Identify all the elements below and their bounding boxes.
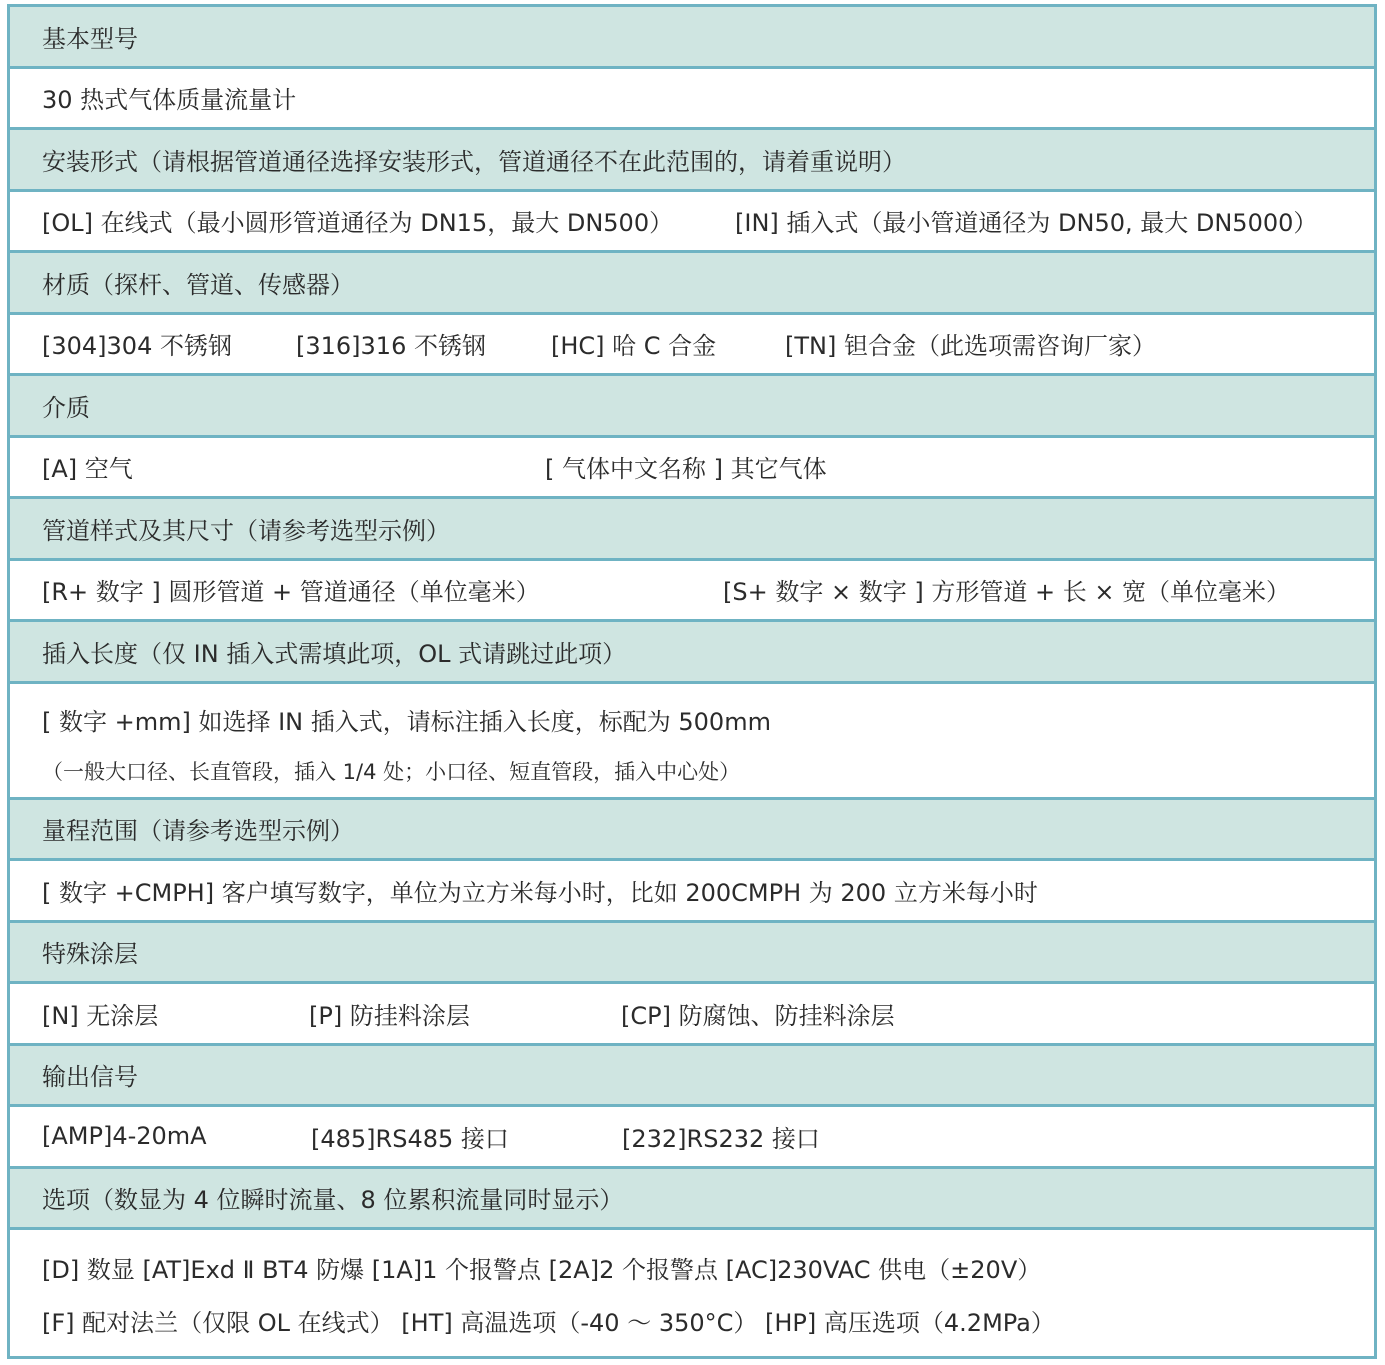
header-medium xyxy=(10,376,1374,438)
value-range xyxy=(10,861,1374,923)
header-label: 基本型号 xyxy=(42,24,138,53)
header-label: 选项（数显为 4 位瞬时流量、8 位累积流量同时显示） xyxy=(42,1186,624,1215)
note-text: （一般大口径、长直管段，插入 1/4 处；小口径、短直管段，插入中心处） xyxy=(42,759,741,784)
header-label: 管道样式及其尺寸（请参考选型示例） xyxy=(42,516,450,545)
header-label: 量程范围（请参考选型示例） xyxy=(42,817,354,846)
value-insertion-length xyxy=(10,684,1374,800)
header-label: 材质（探杆、管道、传感器） xyxy=(42,270,354,299)
model-selection-table xyxy=(7,4,1377,1359)
option-text: 30 热式气体质量流量计 xyxy=(42,86,297,115)
header-label: 插入长度（仅 IN 插入式需填此项，OL 式请跳过此项） xyxy=(42,639,627,668)
value-output xyxy=(10,1107,1374,1169)
value-pipe-style xyxy=(10,561,1374,623)
options-line-1: [D] 数显 [AT]Exd Ⅱ BT4 防爆 [1A]1 个报警点 [2A]2 个报警点 [AC]230VAC 供电（±20V） xyxy=(42,1256,1042,1284)
header-range xyxy=(10,800,1374,862)
header-installation xyxy=(10,130,1374,192)
option-round-pipe: [R+ 数字 ] 圆形管道 + 管道通径（单位毫米） xyxy=(42,578,540,607)
option-amp: [AMP]4-20mA xyxy=(42,1122,207,1151)
header-material xyxy=(10,253,1374,315)
option-232: [232]RS232 接口 xyxy=(622,1124,820,1153)
value-options xyxy=(10,1230,1374,1356)
value-basic-model xyxy=(10,69,1374,131)
option-text: [ 数字 +mm] 如选择 IN 插入式，请标注插入长度，标配为 500mm xyxy=(42,707,771,736)
value-medium xyxy=(10,438,1374,500)
header-pipe-style xyxy=(10,499,1374,561)
option-p: [P] 防挂料涂层 xyxy=(309,1001,470,1030)
option-485: [485]RS485 接口 xyxy=(311,1124,509,1153)
option-hc: [HC] 哈 C 合金 xyxy=(551,332,717,361)
header-coating xyxy=(10,923,1374,985)
option-n: [N] 无涂层 xyxy=(42,1001,159,1030)
options-line-2: [F] 配对法兰（仅限 OL 在线式） [HT] 高温选项（-40 ～ 350°C） [HP] 高压选项（4.2MPa） xyxy=(42,1309,1055,1337)
option-air: [A] 空气 xyxy=(42,455,133,484)
header-label: 介质 xyxy=(42,393,90,422)
header-basic-model xyxy=(10,7,1374,69)
header-options xyxy=(10,1169,1374,1231)
header-label: 安装形式（请根据管道通径选择安装形式，管道通径不在此范围的，请着重说明） xyxy=(42,147,906,176)
option-ol: [OL] 在线式（最小圆形管道通径为 DN15，最大 DN500） xyxy=(42,209,674,238)
header-output xyxy=(10,1046,1374,1108)
option-other-gas: [ 气体中文名称 ] 其它气体 xyxy=(545,455,827,484)
option-304: [304]304 不锈钢 xyxy=(42,332,232,361)
header-label: 输出信号 xyxy=(42,1063,138,1092)
option-cp: [CP] 防腐蚀、防挂料涂层 xyxy=(621,1001,895,1030)
header-insertion-length xyxy=(10,622,1374,684)
option-in: [IN] 插入式（最小管道通径为 DN50, 最大 DN5000） xyxy=(735,209,1318,238)
value-material xyxy=(10,315,1374,377)
value-installation xyxy=(10,192,1374,254)
option-text: [ 数字 +CMPH] 客户填写数字，单位为立方米每小时，比如 200CMPH 为 200 立方米每小时 xyxy=(42,878,1038,907)
value-coating xyxy=(10,984,1374,1046)
option-316: [316]316 不锈钢 xyxy=(296,332,486,361)
option-square-pipe: [S+ 数字 × 数字 ] 方形管道 + 长 × 宽（单位毫米） xyxy=(723,578,1291,607)
header-label: 特殊涂层 xyxy=(42,940,138,969)
option-tn: [TN] 钽合金（此选项需咨询厂家） xyxy=(785,332,1156,361)
